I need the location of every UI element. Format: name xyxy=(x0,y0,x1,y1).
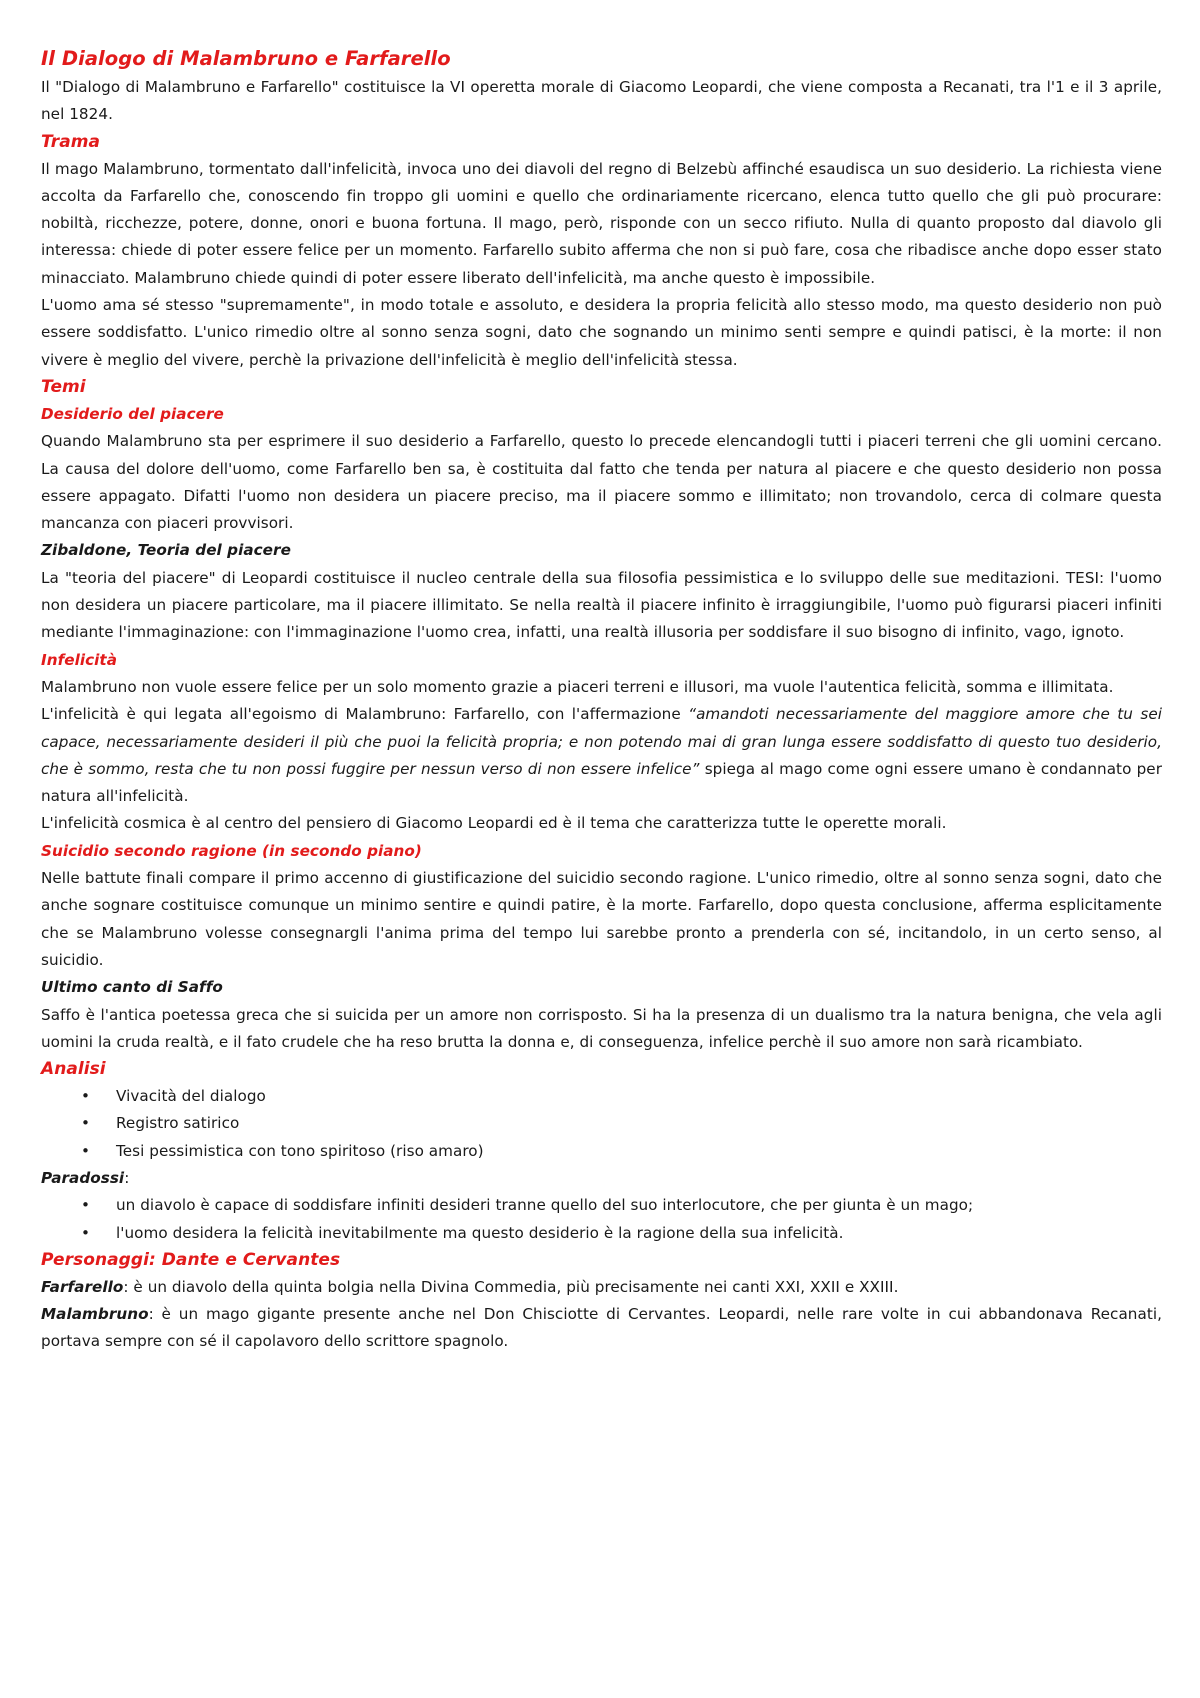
infelicita-paragraph-3: L'infelicità cosmica è al centro del pensiero di Giacomo Leopardi ed è il tema che caratterizza tutte le operette morali. xyxy=(41,814,947,833)
list-item xyxy=(41,1220,1162,1247)
suicidio-paragraph: Nelle battute finali compare il primo accenno di giustificazione del suicidio secondo ragione. L'unico rimedio, oltre al sonno senza sogni, dato che anche sognare costituisce comunque un minimo sentire e quindi patire, è la morte. Farfarello, dopo questa conclusione, afferma esplicitamente che se Malambruno volesse consegnargli l'anima prima del tempo lui sarebbe pronto a prenderla con sé, incitandolo, in un certo senso, al suicidio. xyxy=(41,869,1162,969)
list-item xyxy=(41,1110,1162,1137)
subheading-infelicita: Infelicità xyxy=(41,650,117,669)
bullet-icon: • xyxy=(81,1087,91,1106)
farfarello-text: : è un diavolo della quinta bolgia nella Divina Commedia, più precisamente nei canti XXI, XXII e XXIII. xyxy=(123,1277,899,1296)
infelicita-lead-text: L'infelicità è qui legata all'egoismo di Malambruno: Farfarello, con l'affermazione xyxy=(41,705,689,724)
analisi-list xyxy=(41,1083,1162,1165)
section-heading-temi: Temi xyxy=(41,376,86,397)
list-item-text: Registro satirico xyxy=(116,1114,240,1133)
piacere-paragraph: Quando Malambruno sta per esprimere il suo desiderio a Farfarello, questo lo precede elencandogli tutti i piaceri terreni che gli uomini cercano. La causa del dolore dell'uomo, come Farfarello ben sa, è costituita dal fatto che tenda per natura al piacere e che questo desiderio non possa essere appagato. Difatti l'uomo non desidera un piacere preciso, ma il piacere sommo e illimitato; non trovandolo, cerca di colmare questa mancanza con piaceri provvisori. xyxy=(41,432,1162,533)
bullet-icon: • xyxy=(81,1114,91,1133)
farfarello-paragraph xyxy=(41,1274,1162,1301)
infelicita-paragraph-1: Malambruno non vuole essere felice per un solo momento grazie a piaceri terreni e illusori, ma vuole l'autentica felicità, somma e illimitata. xyxy=(41,677,1114,696)
document-title: Il Dialogo di Malambruno e Farfarello xyxy=(41,47,451,70)
list-item xyxy=(41,1138,1162,1165)
section-heading-personaggi: Personaggi: Dante e Cervantes xyxy=(41,1249,341,1270)
paradossi-label: Paradossi xyxy=(41,1168,125,1187)
subheading-saffo: Ultimo canto di Saffo xyxy=(41,978,223,997)
farfarello-label: Farfarello xyxy=(41,1277,124,1296)
subheading-zibaldone: Zibaldone, Teoria del piacere xyxy=(41,541,291,560)
infelicita-quote: “amandoti necessariamente del maggiore amore che tu sei capace, necessariamente desideri il più che puoi la felicità propria; e non potendo mai di gran lunga essere soddisfatto di questo tuo desiderio, che è sommo, resta che tu non possi fuggire per nessun verso di non essere infelice” xyxy=(41,705,1163,778)
bullet-icon: • xyxy=(81,1223,91,1242)
list-item-text: Vivacità del dialogo xyxy=(116,1087,266,1106)
saffo-paragraph: Saffo è l'antica poetessa greca che si suicida per un amore non corrisposto. Si ha la presenza di un dualismo tra la natura benigna, che vela agli uomini la cruda realtà, e il fato crudele che ha reso brutta la donna e, di conseguenza, infelice perchè il suo amore non sarà ricambiato. xyxy=(41,1005,1162,1051)
malambruno-paragraph xyxy=(41,1301,1162,1356)
infelicita-paragraph-2 xyxy=(41,701,1162,810)
list-item xyxy=(41,1083,1162,1110)
paradossi-list xyxy=(41,1192,1162,1247)
subheading-desiderio-del-piacere: Desiderio del piacere xyxy=(41,404,224,423)
section-heading-analisi: Analisi xyxy=(41,1059,106,1080)
malambruno-label: Malambruno xyxy=(41,1305,149,1324)
paradossi-colon: : xyxy=(124,1168,130,1187)
bullet-icon: • xyxy=(81,1141,91,1160)
trama-paragraph-2: L'uomo ama sé stesso "supremamente", in modo totale e assoluto, e desidera la propria felicità allo stesso modo, ma questo desiderio non può essere soddisfatto. L'unico rimedio oltre al sonno senza sogni, dato che sognando un minimo senti sempre e quindi patisci, è la morte: il non vivere è meglio del vivere, perchè la privazione dell'infelicità è meglio dell'infelicità stessa. xyxy=(41,296,1162,369)
trama-paragraph-1: Il mago Malambruno, tormentato dall'infelicità, invoca uno dei diavoli del regno di Belzebù affinché esaudisca un suo desiderio. La richiesta viene accolta da Farfarello che, conoscendo fin troppo gli uomini e quello che ordinariamente ricercano, elenca tutto quello che gli può procurare: nobiltà, ricchezze, potere, donne, onori e buona fortuna. Il mago, però, risponde con un secco rifiuto. Nulla di quanto proposto dal diavolo gli interessa: chiede di poter essere felice per un momento. Farfarello subito afferma che non si può fare, cosa che ribadisce anche dopo esser stato minacciato. Malambruno chiede quindi di poter essere liberato dell'infelicità, ma anche questo è impossibile. xyxy=(41,159,1162,287)
intro-paragraph: Il "Dialogo di Malambruno e Farfarello" costituisce la VI operetta morale di Giacomo Leopardi, che viene composta a Recanati, tra l'1 e il 3 aprile, nel 1824. xyxy=(41,78,1162,124)
paradossi-label-line xyxy=(41,1165,1162,1192)
bullet-icon: • xyxy=(81,1196,91,1215)
list-item-text: Tesi pessimistica con tono spiritoso (riso amaro) xyxy=(116,1141,484,1160)
section-heading-trama: Trama xyxy=(41,131,101,152)
list-item xyxy=(41,1192,1162,1219)
infelicita-tail-text: spiega al mago come ogni essere umano è condannato per natura all'infelicità. xyxy=(41,759,1162,806)
subheading-suicidio: Suicidio secondo ragione (in secondo piano) xyxy=(41,841,422,860)
zibaldone-paragraph: La "teoria del piacere" di Leopardi costituisce il nucleo centrale della sua filosofia pessimistica e lo sviluppo delle sue meditazioni. TESI: l'uomo non desidera un piacere particolare, ma il piacere illimitato. Se nella realtà il piacere infinito è irraggiungibile, l'uomo può figurarsi piaceri infiniti mediante l'immaginazione: con l'immaginazione l'uomo crea, infatti, una realtà illusoria per soddisfare il suo bisogno di infinito, vago, ignoto. xyxy=(41,568,1162,642)
list-item-text: l'uomo desidera la felicità inevitabilmente ma questo desiderio è la ragione della sua infelicità. xyxy=(116,1223,844,1242)
list-item-text: un diavolo è capace di soddisfare infiniti desideri tranne quello del suo interlocutore, che per giunta è un mago; xyxy=(116,1196,974,1215)
malambruno-text: : è un mago gigante presente anche nel Don Chisciotte di Cervantes. Leopardi, nelle rare volte in cui abbandonava Recanati, portava sempre con sé il capolavoro dello scrittore spagnolo. xyxy=(41,1305,1162,1351)
